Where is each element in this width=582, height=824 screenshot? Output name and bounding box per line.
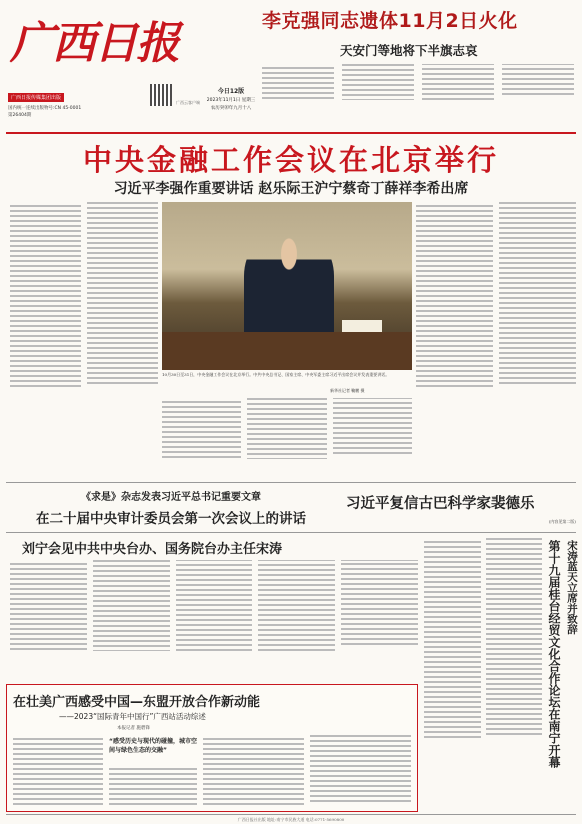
qr-code (150, 84, 172, 106)
masthead-logo (10, 6, 200, 82)
lead-headline: 中央金融工作会议在北京举行 (82, 143, 499, 177)
photo-figure (244, 232, 334, 342)
pages-badge (200, 86, 262, 111)
qiushi-line1: 《求是》杂志发表习近平总书记重要文章 (81, 492, 261, 503)
divider-lower (6, 532, 576, 533)
masthead-info (8, 84, 168, 118)
top-headline: 李克强同志遗体11月2日火化 (262, 10, 518, 32)
cuba-headline: 习近平复信古巴科学家裴德乐 (346, 496, 535, 512)
footer-bar (6, 814, 576, 822)
pages-label: 今日12版 (217, 88, 245, 95)
group-label: 广西日报传媒集团出版 (8, 93, 64, 102)
mid-right-body (424, 538, 542, 810)
liu-body (10, 560, 418, 680)
app-label: 广西云客户端 (176, 100, 200, 105)
feature-byline: 本报记者 施碧锋 (117, 726, 150, 731)
masthead-rule (6, 132, 576, 134)
qiushi-line2: 在二十届中央审计委员会第一次会议上的讲话 (36, 511, 306, 527)
feature-box (6, 684, 418, 812)
photo-credit: 新华社记者 鞠鹏 摄 (330, 388, 365, 393)
lead-photo (162, 202, 412, 370)
top-story (262, 6, 574, 130)
photo-desk (162, 332, 412, 370)
feature-body-c (203, 735, 411, 807)
top-body-text (262, 64, 574, 100)
masthead-title: 广西日报 (10, 18, 178, 69)
lead-body-lower (162, 398, 412, 478)
liu-headline: 刘宁会见中共中央台办、国务院台办主任宋涛 (22, 542, 283, 557)
divider-mid (6, 482, 576, 483)
sidebar-headline-2: 宋涛蓝天立席并致辞 (566, 540, 578, 635)
weekday-label: 星期三 (241, 98, 256, 103)
feature-subhead: ——2023“国际青年中国行”广西站活动综述 (59, 712, 206, 721)
footer-text: 广西日报社出版 地址:南宁市民族大道 电话:0771-5690800 (237, 817, 345, 822)
feature-body-b (109, 765, 197, 807)
sidebar-headline (546, 540, 578, 810)
lunar-date: 农历癸卯年九月十八 (210, 106, 252, 111)
lead-subhead: 习近平李强作重要讲话 赵乐际王沪宁蔡奇丁薛祥李希出席 (113, 181, 469, 197)
feature-pullquote: “感受历史与现代的碰撞，城市空间与绿色生态的交融” (109, 738, 197, 754)
lead-body-left (10, 202, 158, 478)
cuba-block (346, 492, 576, 525)
issue-number: 第26404期 (8, 113, 32, 118)
cn-number: 国内统一连续出版物号:CN 45-0001 (8, 106, 82, 111)
feature-body-a (13, 735, 103, 807)
photo-nameplate (342, 320, 382, 332)
qiushi-block (6, 488, 336, 527)
photo-caption: 10月30日至31日，中央金融工作会议在北京举行。中共中央总书记、国家主席、中央军委主席习近平出席会议并发表重要讲话。 (162, 372, 390, 377)
sidebar-headline-1: 第十九届桂台经贸文化合作论坛在南宁开幕 (547, 540, 561, 768)
lead-body-right (416, 202, 576, 478)
feature-headline: 在壮美广西感受中国—东盟开放合作新动能 (13, 695, 261, 710)
cuba-note: (内容见第二版) (548, 519, 576, 524)
top-subhead: 天安门等地将下半旗志哀 (340, 43, 478, 58)
date-label: 2023年11月1日 (206, 98, 241, 103)
